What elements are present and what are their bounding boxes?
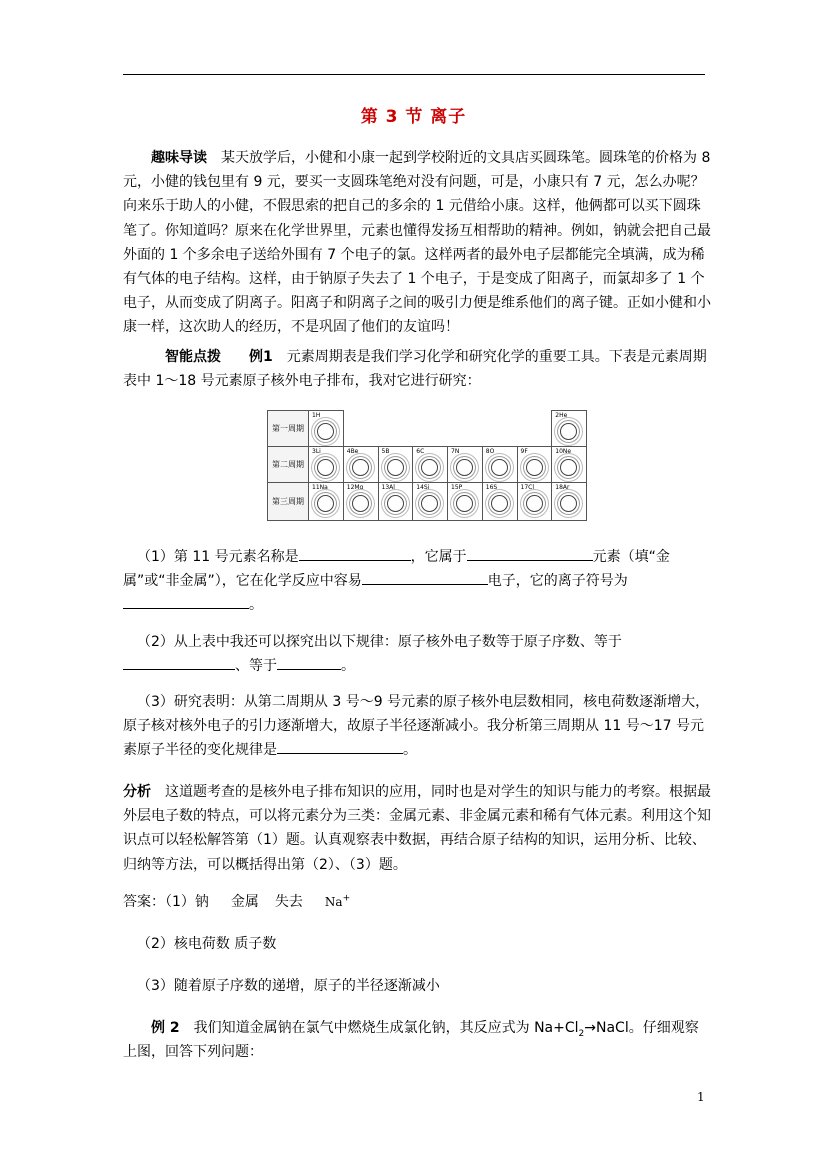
element-cell: 8O <box>482 447 517 483</box>
example2-paragraph: 例 2 我们知道金属钠在氯气中燃烧生成氯化钠，其反应式为 $Na+Cl_2\to NaCl$。仔细观察上图，回答下列问题： <box>123 1020 699 1061</box>
answer-blank[interactable] <box>123 593 249 609</box>
section-label: 智能点拨 <box>165 349 221 365</box>
row-header-period3: 第三周期 <box>268 483 309 521</box>
element-cell: 11Na <box>309 483 344 521</box>
question2: （2）从上表中我还可以探究出以下规律：原子核外电子数等于原子序数、等于 、等于 。 <box>123 630 711 678</box>
element-cell: 18Ar <box>552 483 587 521</box>
example1-label: 例1 <box>249 349 273 365</box>
element-cell: 1H <box>309 411 344 447</box>
answer-line-3: （3）随着原子序数的递增，原子的半径逐渐减小 <box>137 978 440 994</box>
element-cell: 9F <box>517 447 552 483</box>
periodic-table-figure <box>267 410 587 520</box>
element-cell: 13Al <box>378 483 413 521</box>
question1: （1）第 11 号元素名称是 ，它属于 元素（填“金属”或“非金属”），它在化学反应中容易 电子，它的离子符号为 。 <box>123 545 711 618</box>
answer-line-1: 答案：（1）钠 金属 失去 Na+ <box>123 893 351 910</box>
intro-text: 某天放学后，小健和小康一起到学校附近的文具店买圆珠笔。圆珠笔的价格为 8元，小健的钱包里有 9 元，要买一支圆珠笔绝对没有问题，可是，小康只有 7 元，怎么办呢？向来乐于助人的小健，不假思索的把自己的多余的 1 元借给小康。这样，他俩都可以买下圆珠笔了。你知道吗？原来在化学世界里，元素也懂得发扬互相帮助的精神。例如，钠就会把自己最外面的 1 个多余电子送给外围有 7 个电子的氯。这样两者的最外电子层都能完全填满，成为稀有气体的电子结构。这样，由于钠原子失去了 1 个电子，于是变成了阳离子，而氯却多了 1 个电子，从而变成了阴离子。阳离子和阴离子之间的吸引力便是维系他们的离子键。正如小健和小康一样，这次助人的经历，不是巩固了他们的友谊吗！ <box>123 150 711 336</box>
answer-line-2: （2）核电荷数 质子数 <box>137 936 277 952</box>
row-header-period2: 第二周期 <box>268 447 309 483</box>
answer-blank[interactable] <box>299 545 411 561</box>
element-cell: 4Be <box>343 447 378 483</box>
page-number: 1 <box>697 1090 705 1104</box>
answer-blank[interactable] <box>123 654 235 670</box>
element-cell: 3Li <box>309 447 344 483</box>
analysis-text: 这道题考查的是核外电子排布知识的应用，同时也是对学生的知识与能力的考察。根据最外层电子数的特点，可以将元素分为三类：金属元素、非金属元素和稀有气体元素。利用这个知识点可以轻松解答第（1）题。认真观察表中数据，再结合原子结构的知识，运用分析、比较、归纳等方法，可以概括得出第（2）、（3）题。 <box>123 784 711 873</box>
answer-blank[interactable] <box>362 569 488 585</box>
intro-label: 趣味导读 <box>151 150 207 166</box>
example1-paragraph <box>123 345 711 393</box>
element-cell: 15P <box>448 483 483 521</box>
element-cell: 14Si <box>413 483 448 521</box>
answer-blank[interactable] <box>277 738 403 754</box>
element-cell: 17Cl <box>517 483 552 521</box>
element-cell: 5B <box>378 447 413 483</box>
analysis-label: 分析 <box>123 784 151 800</box>
element-cell: 6C <box>413 447 448 483</box>
element-cell: 16S <box>482 483 517 521</box>
answer-blank[interactable] <box>277 654 341 670</box>
question3: （3）研究表明：从第二周期从 3 号～9 号元素的原子核外电层数相同，核电荷数逐渐增大，原子核对核外电子的引力逐渐增大，故原子半径逐渐减小。我分析第三周期从 11 号～17 号元素原子半径的变化规律是 。 <box>123 694 710 759</box>
row-header-period1: 第一周期 <box>268 411 309 447</box>
element-cell: 2He <box>552 411 587 447</box>
answer-blank[interactable] <box>467 545 593 561</box>
intro-paragraph <box>123 146 711 340</box>
analysis-paragraph <box>123 780 711 877</box>
element-cell: 7N <box>448 447 483 483</box>
element-cell: 12Mg <box>343 483 378 521</box>
header-rule <box>123 74 705 75</box>
element-cell: 10Ne <box>552 447 587 483</box>
page-title: 第 3 节 离子 <box>360 107 467 127</box>
example2-label: 例 2 <box>151 1020 180 1036</box>
example1-text: 元素周期表是我们学习化学和研究化学的重要工具。下表是元素周期表中 1～18 号元素原子核外电子排布，我对它进行研究： <box>123 349 707 390</box>
